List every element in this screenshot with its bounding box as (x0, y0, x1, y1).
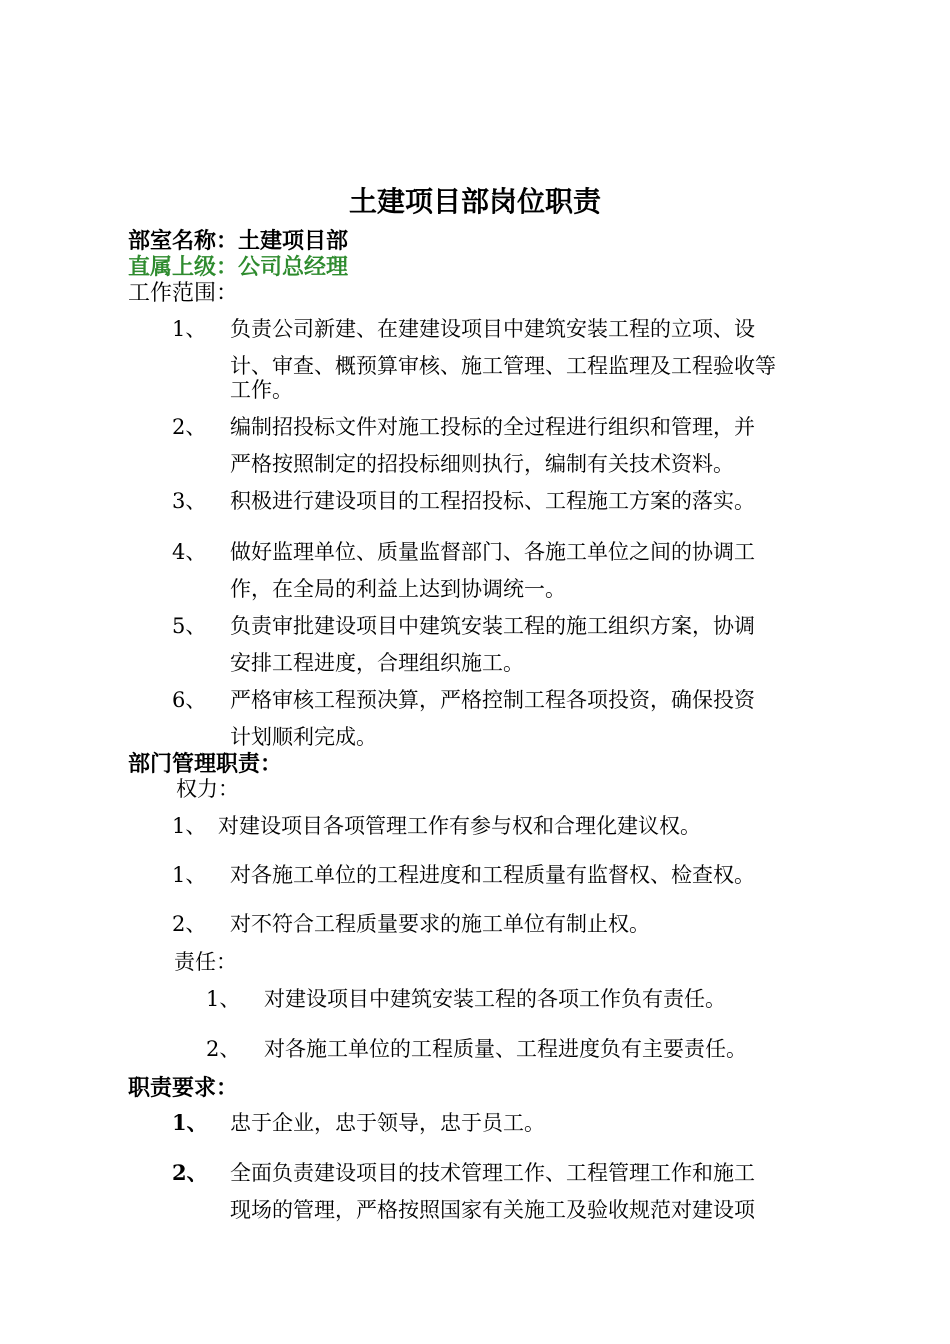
scope-item-6-line-2: 计划顺利完成。 (230, 725, 377, 749)
scope-item-1-line-2: 计、审查、概预算审核、施工管理、工程监理及工程验收等 (230, 354, 776, 378)
scope-item-1-number: 1、 (172, 317, 207, 341)
scope-item-2-line-2: 严格按照制定的招投标细则执行，编制有关技术资料。 (230, 452, 734, 476)
req-item-2-line-2: 现场的管理，严格按照国家有关施工及验收规范对建设项 (230, 1198, 755, 1222)
req-heading: 职责要求： (128, 1075, 239, 1101)
power-item-1-number: 1、 (172, 814, 207, 838)
scope-item-4-number: 4、 (172, 540, 207, 564)
scope-item-1-line-1: 负责公司新建、在建建设项目中建筑安装工程的立项、设 (230, 317, 755, 341)
power-item-3-number: 2、 (172, 912, 207, 936)
mgmt-heading: 部门管理职责： (128, 751, 283, 777)
scope-item-5-line-1: 负责审批建设项目中建筑安装工程的施工组织方案，协调 (230, 614, 755, 638)
power-item-3-text: 对不符合工程质量要求的施工单位有制止权。 (230, 912, 650, 936)
scope-item-5-line-2: 安排工程进度，合理组织施工。 (230, 651, 524, 675)
req-item-1-number: 1、 (172, 1110, 208, 1135)
scope-item-4-line-1: 做好监理单位、质量监督部门、各施工单位之间的协调工 (230, 540, 755, 564)
power-label: 权力： (176, 777, 239, 801)
resp-item-1-text: 对建设项目中建筑安装工程的各项工作负有责任。 (264, 987, 726, 1011)
scope-item-3-line-1: 积极进行建设项目的工程招投标、工程施工方案的落实。 (230, 489, 755, 513)
scope-item-1-line-3: 工作。 (230, 378, 293, 402)
superior: 直属上级：公司总经理 (128, 254, 349, 280)
dept-name: 部室名称：土建项目部 (128, 228, 349, 254)
resp-item-2-number: 2、 (206, 1037, 241, 1061)
scope-item-4-line-2: 作，在全局的利益上达到协调统一。 (230, 577, 566, 601)
scope-item-2-number: 2、 (172, 415, 207, 439)
scope-item-6-number: 6、 (172, 688, 207, 712)
scope-item-6-line-1: 严格审核工程预决算，严格控制工程各项投资，确保投资 (230, 688, 755, 712)
scope-item-3-number: 3、 (172, 489, 207, 513)
req-item-1-line-1: 忠于企业，忠于领导，忠于员工。 (230, 1111, 545, 1135)
scope-item-2-line-1: 编制招投标文件对施工投标的全过程进行组织和管理，并 (230, 415, 755, 439)
power-item-2-text: 对各施工单位的工程进度和工程质量有监督权、检查权。 (230, 863, 755, 887)
req-item-2-number: 2、 (172, 1160, 208, 1185)
scope-heading: 工作范围： (128, 281, 239, 306)
page-title: 土建项目部岗位职责 (348, 185, 601, 218)
power-item-2-number: 1、 (172, 863, 207, 887)
req-item-2-line-1: 全面负责建设项目的技术管理工作、工程管理工作和施工 (230, 1161, 755, 1185)
power-item-1-text: 对建设项目各项管理工作有参与权和合理化建议权。 (218, 814, 701, 838)
resp-item-2-text: 对各施工单位的工程质量、工程进度负有主要责任。 (264, 1037, 747, 1061)
resp-item-1-number: 1、 (206, 987, 241, 1011)
scope-item-5-number: 5、 (172, 614, 207, 638)
resp-label: 责任： (174, 950, 237, 974)
